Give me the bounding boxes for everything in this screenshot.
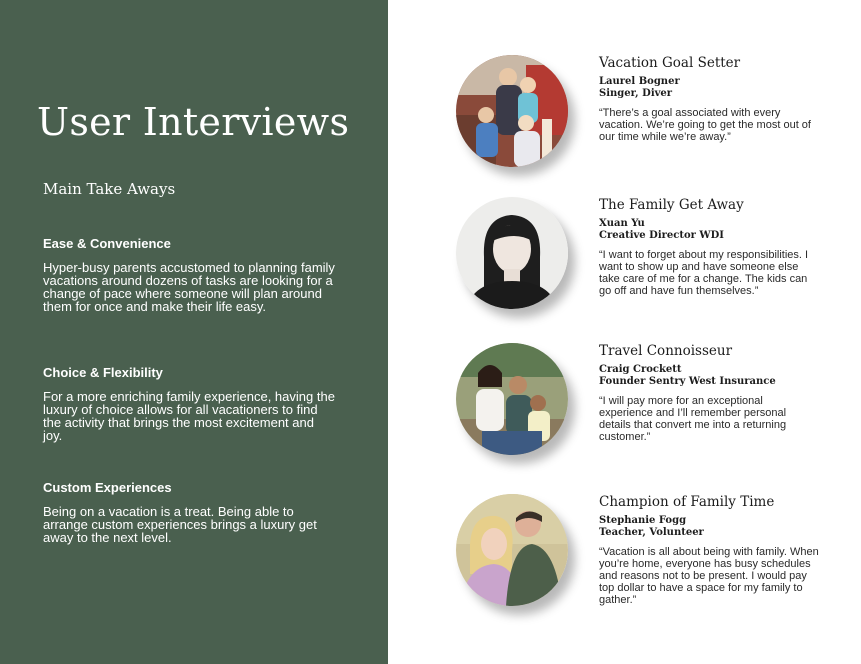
- persona-text: [599, 197, 819, 297]
- takeaway-heading: Ease & Convenience: [43, 236, 171, 251]
- persona-name: Craig Crockett: [599, 364, 682, 375]
- persona-card-family-get-away: [456, 197, 861, 317]
- persona-role: Creative Director WDI: [599, 230, 724, 241]
- persona-meta: [599, 76, 819, 100]
- persona-text: [599, 343, 819, 443]
- page-title: User Interviews: [37, 100, 350, 144]
- persona-role: Founder Sentry West Insurance: [599, 376, 776, 387]
- takeaway-choice: [43, 365, 335, 442]
- persona-text: [599, 494, 819, 606]
- persona-text: [599, 55, 819, 143]
- takeaway-custom: [43, 480, 335, 544]
- persona-role: Teacher, Volunteer: [599, 527, 704, 538]
- persona-meta: [599, 515, 819, 539]
- persona-photo: [456, 197, 568, 309]
- left-panel: [0, 0, 388, 664]
- persona-photo: [456, 343, 568, 455]
- persona-title: Vacation Goal Setter: [599, 55, 741, 71]
- persona-title: Champion of Family Time: [599, 494, 775, 510]
- persona-quote: “There’s a goal associated with every vacation. We’re going to get the most out of our time while we’re away.”: [599, 107, 811, 143]
- persona-quote: “I will pay more for an exceptional experience and I’ll remember personal details that convert me into a returning customer.”: [599, 395, 787, 443]
- family-photo-icon: [456, 55, 568, 167]
- takeaway-body: For a more enriching family experience, having the luxury of choice allows for all vacationers to find the activity that brings the most excitement and joy.: [43, 389, 335, 443]
- takeaway-ease: [43, 236, 335, 313]
- persona-card-vacation-goal-setter: [456, 55, 861, 175]
- persona-photo: [456, 494, 568, 606]
- persona-title: Travel Connoisseur: [599, 343, 733, 359]
- persona-card-travel-connoisseur: [456, 343, 861, 463]
- takeaway-body: Hyper-busy parents accustomed to planning family vacations around dozens of tasks are looking for a change of pace where someone will plan around them for once and make their life easy.: [43, 260, 335, 314]
- takeaway-heading: Custom Experiences: [43, 480, 172, 495]
- takeaway-body: Being on a vacation is a treat. Being able to arrange custom experiences brings a luxury get away to the next level.: [43, 504, 317, 545]
- persona-card-champion-family-time: [456, 494, 861, 614]
- persona-name: Xuan Yu: [599, 218, 645, 229]
- persona-meta: [599, 364, 819, 388]
- takeaway-heading: Choice & Flexibility: [43, 365, 163, 380]
- persona-name: Stephanie Fogg: [599, 515, 687, 526]
- persona-role: Singer, Diver: [599, 88, 673, 99]
- family-photo-icon: [456, 343, 568, 455]
- persona-meta: [599, 218, 819, 242]
- couple-photo-icon: [456, 494, 568, 606]
- persona-title: The Family Get Away: [599, 197, 744, 213]
- persona-quote: “I want to forget about my responsibilities. I want to show up and have someone else take care of me for a change. The kids can go off and have fun themselves.”: [599, 249, 809, 297]
- persona-quote: “Vacation is all about being with family. When you’re home, everyone has busy schedules and reasons not to be present. I would pay top dollar to have a space for my family to gather.”: [599, 546, 819, 606]
- persona-name: Laurel Bogner: [599, 76, 680, 87]
- portrait-photo-icon: [456, 197, 568, 309]
- persona-photo: [456, 55, 568, 167]
- main-takeaways-heading: Main Take Aways: [43, 180, 176, 198]
